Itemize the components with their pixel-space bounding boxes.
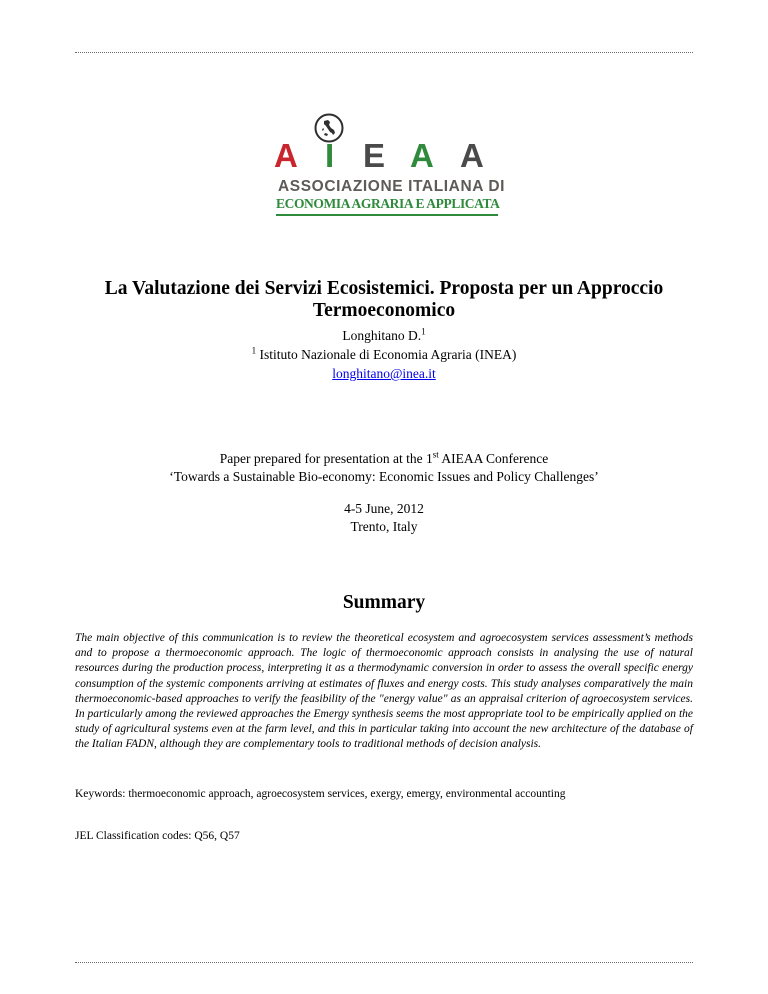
paper-title-line-1: La Valutazione dei Servizi Ecosistemici. Proposta per un Approccio	[104, 278, 664, 299]
paper-title	[0, 278, 768, 322]
jel-codes: JEL Classification codes: Q56, Q57	[75, 830, 240, 842]
logo-letter: A	[460, 137, 484, 174]
keywords: Keywords: thermoeconomic approach, agroecosystem services, exergy, emergy, environmental accounting	[75, 788, 566, 800]
abstract-text: The main objective of this communication is to review the theoretical ecosystem and agroecosystem services assessment’s methods and to propose a thermoeconomic approach. The logic of thermoeconomic approach consists in analysing the use of natural resources during the production process, interpreting it as a thermodynamic conversion in order to assess the overall specific energy consumption of the systemic components arriving at estimates of fluxes and energy costs. This study analyses comparatively the main thermoeconomic-based approaches to verify the feasibility of the "energy value" as an appraisal criterion of agroecosystem services. In particularly among the reviewed approaches the Emergy synthesis seems the most appropriate tool to be empirically applied on the study of agricultural systems even at the farm level, and this in particular taking into account the new architecture of the database of the Italian FADN, although they are complementary tools to traditional methods of decision analysis.	[75, 632, 693, 751]
presentation-prefix: Paper prepared for presentation at the 1	[219, 451, 433, 466]
header-rule	[75, 52, 693, 53]
logo-letter: A	[274, 137, 298, 174]
logo-letter: A	[410, 137, 434, 174]
author-name: Longhitano D.	[342, 328, 422, 343]
summary-heading: Summary	[342, 592, 426, 613]
logo-letter: E	[363, 137, 386, 174]
logo-underline	[276, 214, 498, 216]
logo-letter: I	[325, 137, 335, 174]
author	[0, 328, 768, 344]
affiliation	[0, 347, 768, 363]
conference-date: 4-5 June, 2012	[344, 501, 424, 516]
logo-economia-line: ECONOMIA AGRARIA E APPLICATA	[276, 196, 500, 211]
paper-title-line-2: Termoeconomico	[312, 300, 456, 321]
affiliation-mark: 1	[251, 345, 257, 356]
conference-place: Trento, Italy	[350, 519, 418, 534]
presentation-suffix: AIEAA Conference	[438, 451, 549, 466]
aieaa-logo	[272, 113, 506, 218]
footer-rule	[75, 962, 693, 963]
logo-association-line: ASSOCIAZIONE ITALIANA DI	[278, 178, 506, 195]
logo-acronym	[272, 139, 502, 173]
presentation-ordinal: st	[432, 449, 439, 460]
author-mark: 1	[421, 326, 426, 337]
conference-title: ‘Towards a Sustainable Bio-economy: Economic Issues and Policy Challenges’	[169, 469, 599, 484]
author-email-link[interactable]: longhitano@inea.it	[332, 366, 436, 381]
affiliation-text: Istituto Nazionale di Economia Agraria (INEA)	[259, 347, 517, 362]
presentation-note	[0, 451, 768, 467]
